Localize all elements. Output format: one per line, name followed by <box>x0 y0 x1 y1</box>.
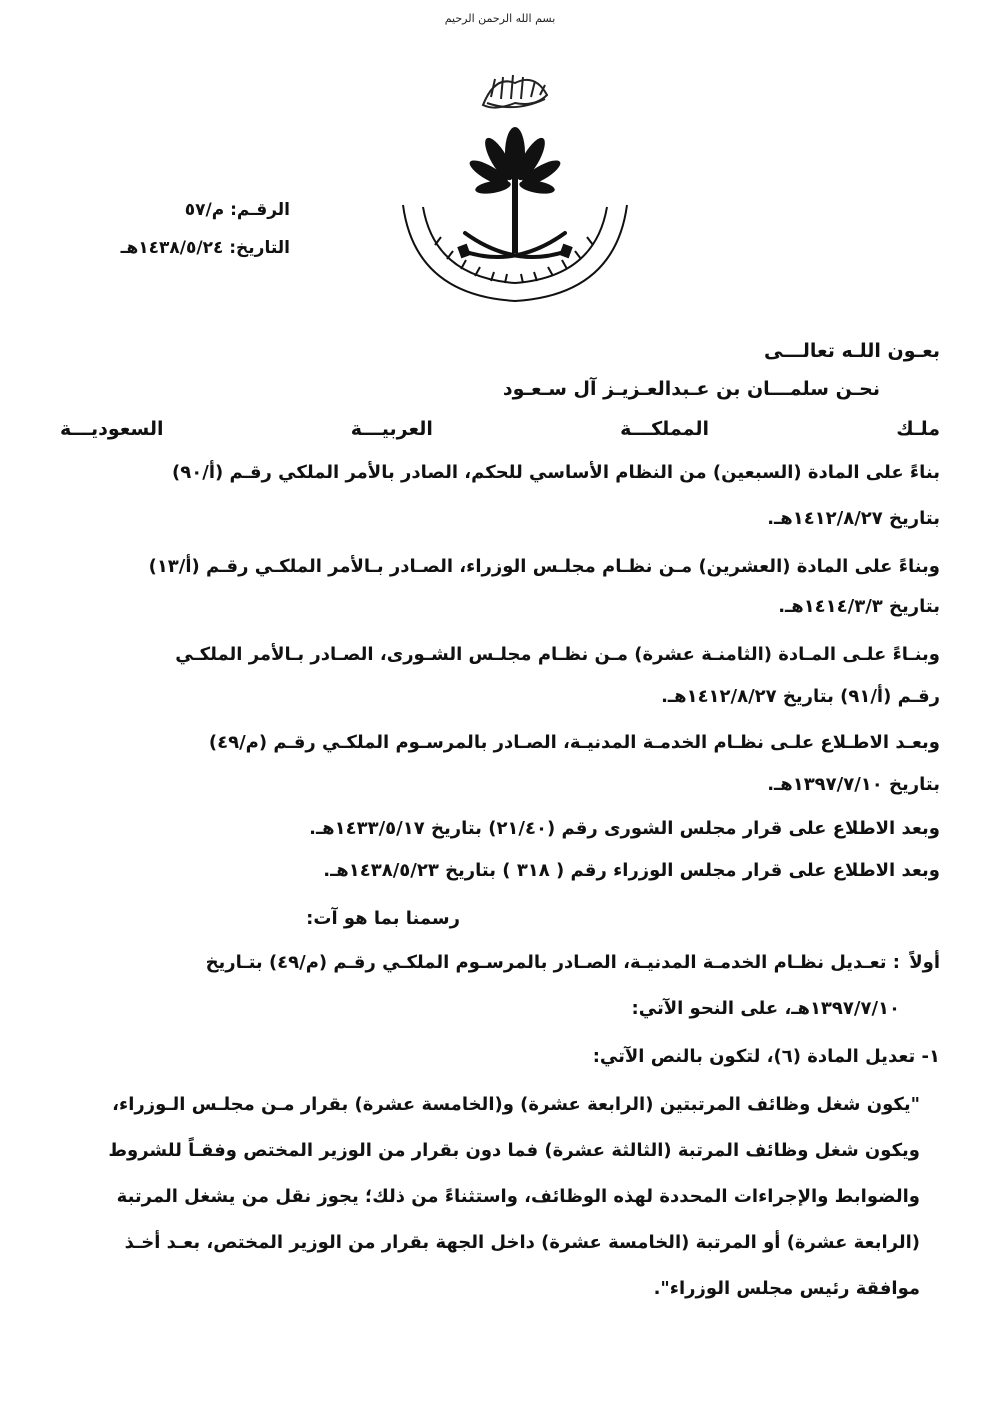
paragraph-2-line-2: بتاريخ ١٤١٤/٣/٣هـ. <box>778 596 940 617</box>
item-1-heading: ١- تعديل المادة (٦)، لتكون بالنص الآتي: <box>592 1046 940 1067</box>
paragraph-3-line-2: رقـم (أ/٩١) بتاريخ ١٤١٢/٨/٢٧هـ. <box>661 686 940 707</box>
decree-date: التاريخ: ١٤٣٨/٥/٢٤هـ <box>120 238 290 258</box>
emblem-icon <box>395 55 635 305</box>
decree-phrase: رسمنا بما هو آت: <box>306 908 460 929</box>
paragraph-3-line-1: وبنـاءً علـى المـادة (الثامنـة عشرة) مـن نظـام مجلـس الشـورى، الصـادر بـالأمر الملكـي <box>175 644 940 665</box>
paragraph-1-line-1: بناءً على المادة (السبعين) من النظام الأساسي للحكم، الصادر بالأمر الملكي رقـم (أ/٩٠) <box>172 462 940 483</box>
paragraph-2-line-1: وبناءً على المادة (العشرين) مـن نظـام مجلـس الوزراء، الصـادر بـالأمر الملكـي رقـم (أ/١٣) <box>148 556 940 577</box>
opening-line: بعـون اللـه تعالـــى <box>764 340 940 362</box>
quote-line-5: موافقة رئيس مجلس الوزراء". <box>653 1278 920 1299</box>
quote-line-3: والضوابط والإجراءات المحددة لهذه الوظائف، واستثناءً من ذلك؛ يجوز نقل من يشغل المرتبة <box>116 1186 920 1207</box>
paragraph-4-line-2: بتاريخ ١٣٩٧/٧/١٠هـ. <box>767 774 940 795</box>
paragraph-6: وبعد الاطلاع على قرار مجلس الوزراء رقم ( ٣١٨ ) بتاريخ ١٤٣٨/٥/٢٣هـ. <box>323 860 940 881</box>
article-first-line-2: ١٣٩٧/٧/١٠هـ، على النحو الآتي: <box>631 998 900 1019</box>
paragraph-5: وبعد الاطلاع على قرار مجلس الشورى رقم (٢١/٤٠) بتاريخ ١٤٣٣/٥/١٧هـ. <box>309 818 940 839</box>
paragraph-4-line-1: وبعـد الاطـلاع علـى نظـام الخدمـة المدنيـة، الصـادر بالمرسـوم الملكـي رقـم (م/٤٩) <box>208 732 940 753</box>
saudi-royal-emblem <box>395 55 635 305</box>
quote-line-1: "يكون شغل وظائف المرتبتين (الرابعة عشرة) و(الخامسة عشرة) بقرار مـن مجلـس الـوزراء، <box>112 1094 920 1115</box>
paragraph-1-line-2: بتاريخ ١٤١٢/٨/٢٧هـ. <box>767 508 940 529</box>
basmala: بسم الله الرحمن الرحيم <box>444 12 556 25</box>
article-first-line-1: : تعـديل نظـام الخدمـة المدنيـة، الصـادر بالمرسـوم الملكـي رقـم (م/٤٩) بتـاريخ <box>205 952 900 973</box>
decree-number: الرقـم: م/٥٧ <box>184 200 290 220</box>
king-name: نحـن سلمـــان بن عـبدالعـزيـز آل سـعـود <box>502 378 880 400</box>
king-title: ملـك المملكـــة العربيـــة السعوديـــة <box>60 418 940 440</box>
article-first-label: أولاً <box>909 952 940 973</box>
quote-line-2: ويكون شغل وظائف المرتبة (الثالثة عشرة) فما دون بقرار من الوزير المختص وفقـاً للشروط <box>108 1140 920 1161</box>
quote-line-4: (الرابعة عشرة) أو المرتبة (الخامسة عشرة) داخل الجهة بقرار من الوزير المختص، بعـد أخـذ <box>124 1232 920 1253</box>
